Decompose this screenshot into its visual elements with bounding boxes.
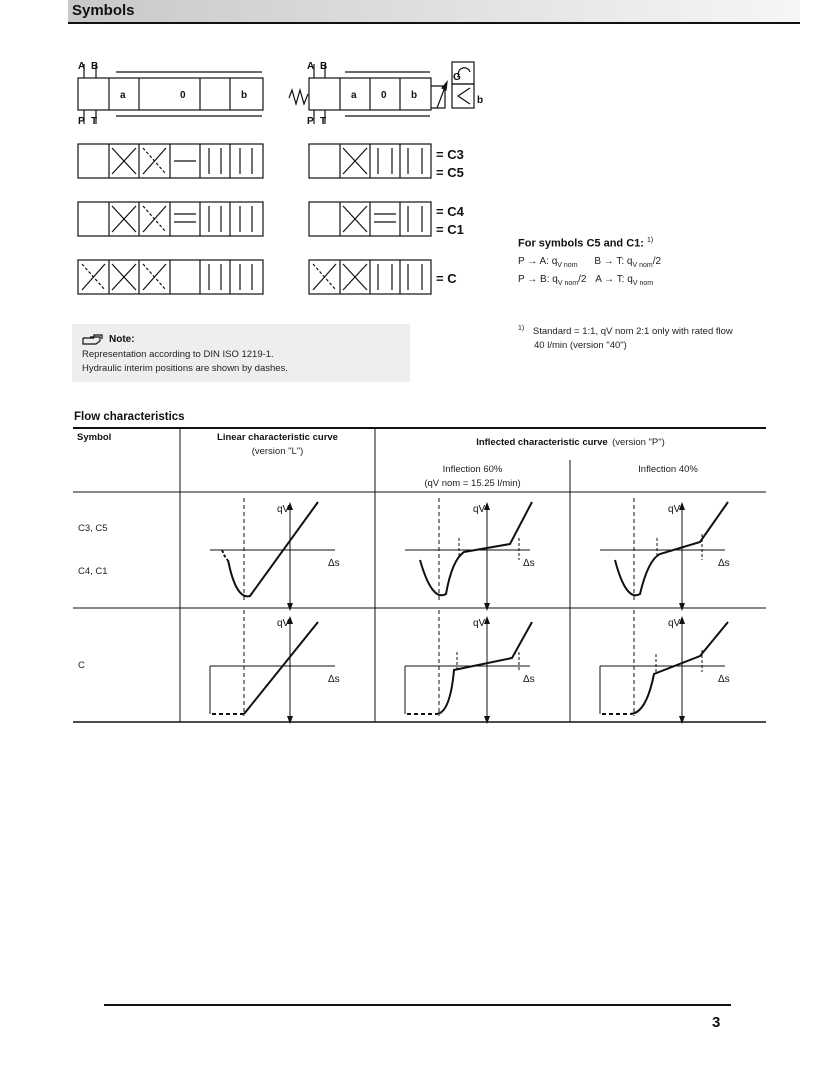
flow-characteristics-title: Flow characteristics (74, 411, 185, 423)
designation-c3: = C3 (436, 147, 464, 162)
variant-symbols-left (78, 144, 263, 294)
axis-y-label: qV (668, 618, 681, 629)
sub-inflection-40: Inflection 40% (638, 464, 698, 475)
axis-y-label: qV (277, 504, 290, 515)
axis-x-label: Δs (328, 674, 340, 685)
c5-c1-title: For symbols C5 and C1: $^{1)}$ (518, 237, 654, 250)
axis-x-label: Δs (523, 558, 535, 569)
axis-x-label: Δs (718, 674, 730, 685)
center-position-label: 0 (180, 90, 186, 101)
designation-c5: = C5 (436, 165, 464, 180)
flow-row-1: P → A: $q_{V nom}$ B → T: $q_{V nom}/2$ (518, 256, 662, 269)
axis-y-label: qV (668, 504, 681, 515)
designation-c4: = C4 (436, 204, 464, 219)
sub-inflection-60: Inflection 60% (442, 464, 503, 475)
note-line-1: Representation according to DIN ISO 1219-1. (82, 349, 274, 360)
row1-symbol: C3, C5 (78, 523, 108, 534)
row1-symbol: C4, C1 (78, 566, 108, 577)
port-label: T (91, 116, 98, 127)
axis-x-label: Δs (523, 674, 535, 685)
note-line-2: Hydraulic interim positions are shown by dashes. (82, 363, 288, 374)
port-label: A (307, 61, 315, 72)
page-number: 3 (712, 1014, 721, 1031)
footnote: $^{1)}$ Standard = 1:1, qV nom 2:1 only with rated flow 40 l/min (version "40") (518, 325, 733, 352)
row2-symbol: C (78, 660, 85, 671)
flow-row-2: P → B: $q_{V nom}/2$ A → T: $q_{V nom}$ (518, 274, 654, 287)
port-label: B (91, 61, 99, 72)
b-label: b (477, 95, 484, 106)
solenoid-a-label: a (120, 90, 126, 101)
port-label: P (78, 116, 85, 127)
port-label: A (78, 61, 86, 72)
axis-x-label: Δs (328, 558, 340, 569)
designation-c: = C (436, 271, 457, 286)
pointing-hand-icon (82, 333, 106, 347)
valve-symbol-left (78, 64, 263, 124)
center-position-label: 0 (381, 90, 387, 101)
axis-y-label: qV (473, 504, 486, 515)
axis-y-label: qV (277, 618, 290, 629)
axis-y-label: qV (473, 618, 486, 629)
solenoid-b-label: b (411, 90, 418, 101)
port-label: T (320, 116, 327, 127)
variant-symbols-right (309, 144, 431, 294)
col-symbol-header: Symbol (77, 432, 112, 443)
note-title: Note: (109, 334, 135, 345)
page-title: Symbols (72, 2, 135, 19)
designation-c1: = C1 (436, 222, 464, 237)
sub-inflection-60-detail: (qV nom = 15.25 l/min) (424, 478, 521, 489)
col-linear-header: Linear characteristic curve (217, 432, 338, 443)
col-inflected-header: Inflected characteristic curve (version "P") (476, 437, 665, 448)
col-linear-version: (version "L") (251, 446, 304, 457)
port-label: B (320, 61, 328, 72)
solenoid-a-label: a (351, 90, 357, 101)
g-label: G (453, 72, 461, 83)
port-label: P (307, 116, 314, 127)
axis-x-label: Δs (718, 558, 730, 569)
footer-rule (104, 1004, 731, 1006)
solenoid-b-label: b (241, 90, 248, 101)
